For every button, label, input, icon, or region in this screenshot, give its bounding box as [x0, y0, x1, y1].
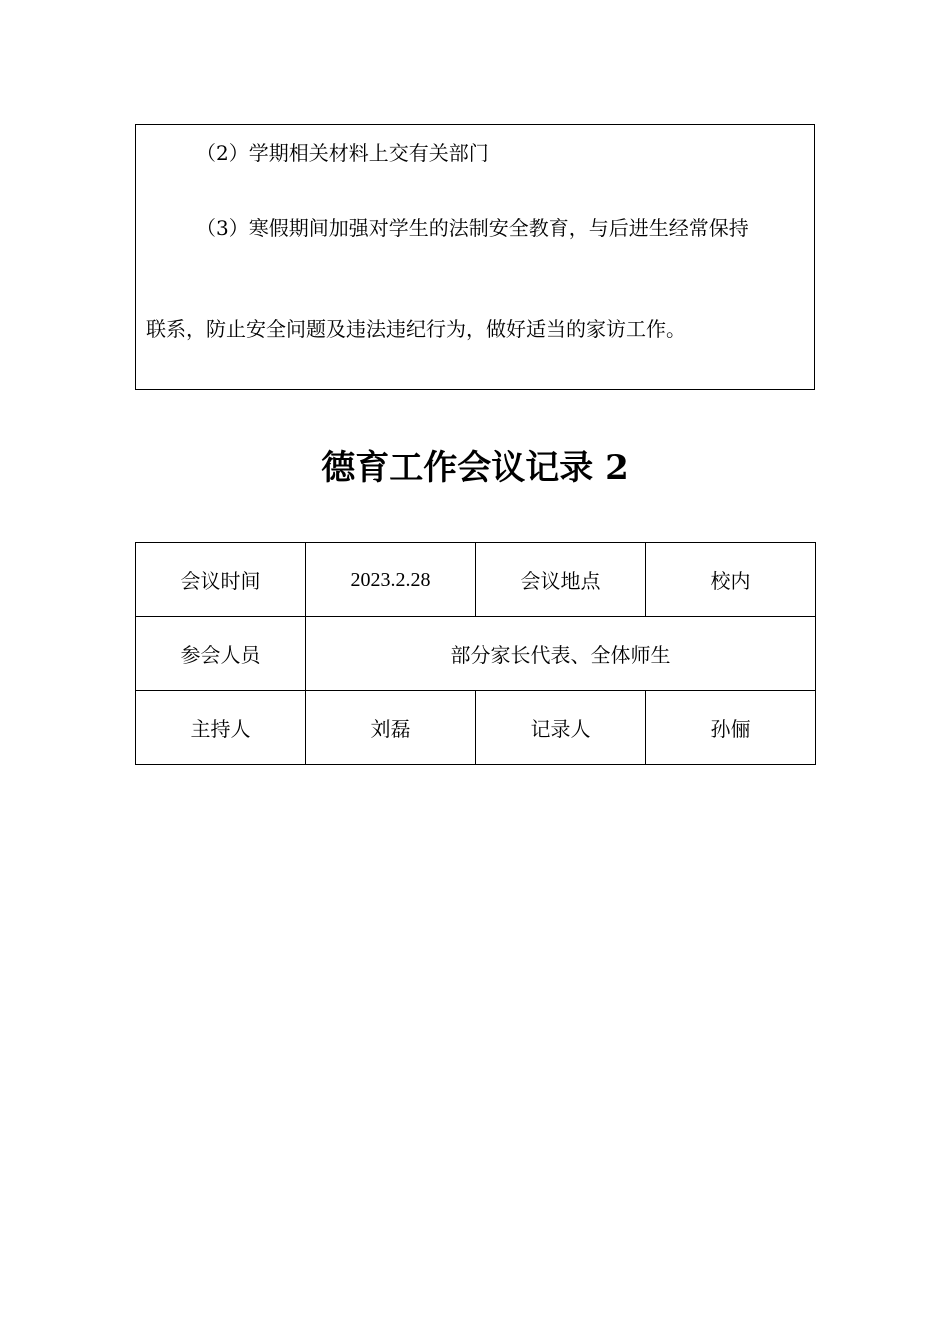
host-label-cell: 主持人	[136, 691, 306, 765]
note-item-3-line-1: （3）寒假期间加强对学生的法制安全教育，与后进生经常保持	[196, 216, 749, 240]
recorder-label-cell: 记录人	[476, 691, 646, 765]
table-row	[136, 543, 816, 617]
recorder-value-cell: 孙俪	[646, 691, 816, 765]
time-label-cell: 会议时间	[136, 543, 306, 617]
table-row	[136, 691, 816, 765]
note-item-3-line-2: 联系，防止安全问题及违法违纪行为，做好适当的家访工作。	[146, 317, 686, 341]
meeting-info-table	[135, 542, 816, 765]
notes-box	[135, 124, 815, 390]
host-value-cell: 刘磊	[306, 691, 476, 765]
attendees-label-cell: 参会人员	[136, 617, 306, 691]
note-item-2: （2）学期相关材料上交有关部门	[196, 141, 489, 165]
time-value-cell: 2023.2.28	[306, 543, 476, 617]
place-value-cell: 校内	[646, 543, 816, 617]
table-row	[136, 617, 816, 691]
document-title: 德育工作会议记录 2	[321, 448, 629, 488]
place-label-cell: 会议地点	[476, 543, 646, 617]
attendees-value-cell: 部分家长代表、全体师生	[306, 617, 816, 691]
